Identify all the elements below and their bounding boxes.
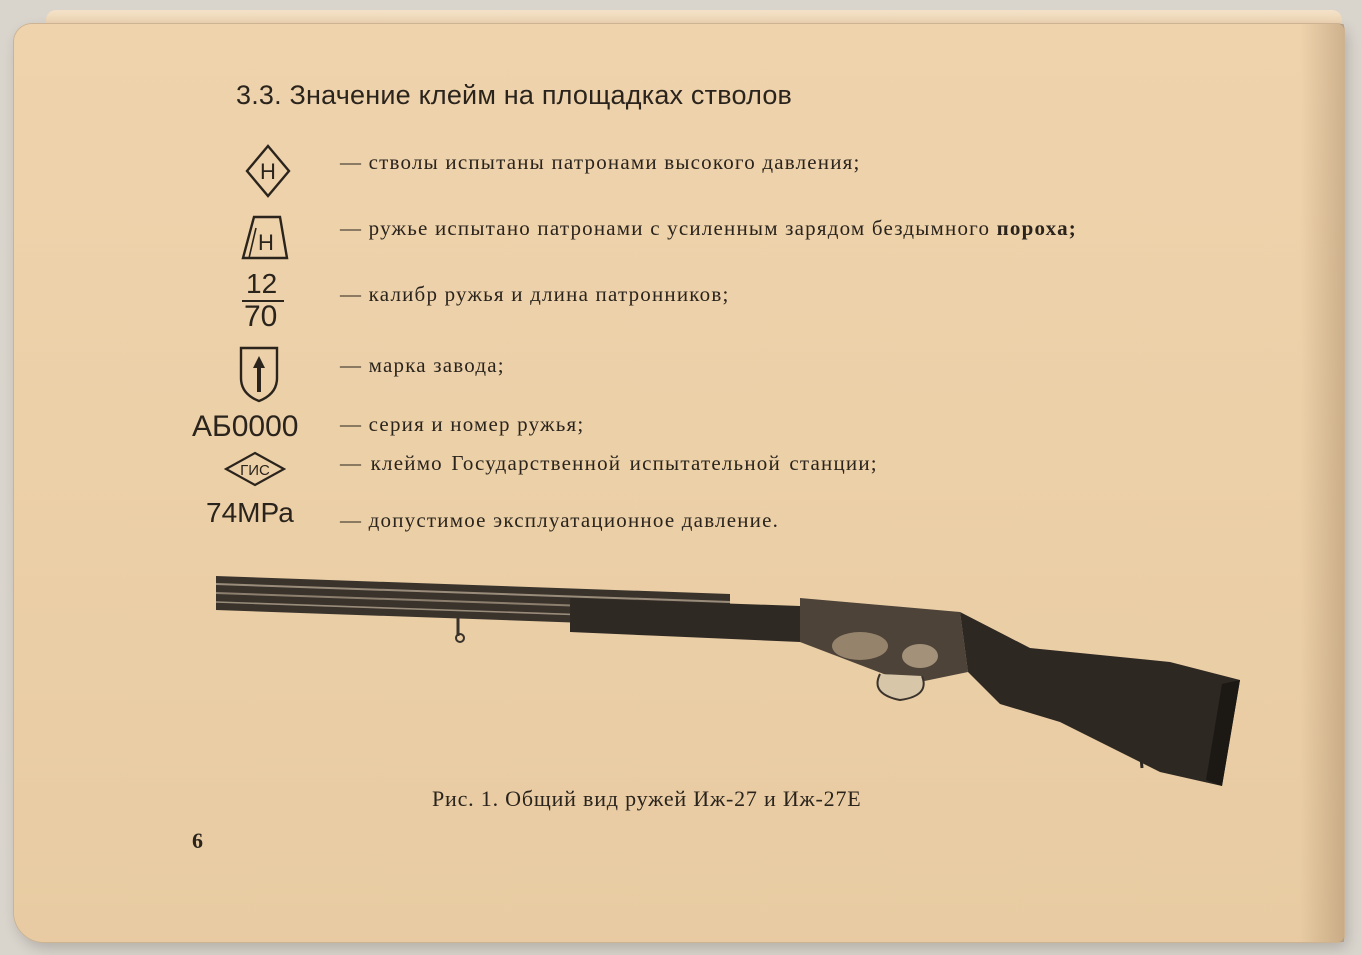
caliber-denominator: 70 (244, 300, 278, 333)
mark-2-description-bold: пороха; (996, 216, 1077, 240)
trapezoid-h-proof-mark-icon (240, 214, 290, 262)
mark-2-description-main: — ружье испытано патронами с усиленным зарядом бездымного (340, 216, 991, 240)
mark-6-description: — клеймо Государственной испытательной станции; (340, 451, 878, 475)
mark-7-description: — допустимое эксплуатационное давление. (340, 508, 780, 532)
caliber-fraction-mark (240, 268, 288, 332)
mark-5-description: — серия и номер ружья; (340, 412, 585, 436)
shotgun-illustration-icon (210, 566, 1250, 796)
serial-number-mark: АБ0000 (192, 410, 299, 443)
mark-6-symbol: ГИС (240, 462, 270, 479)
mark-1-symbol: Н (260, 159, 276, 184)
mark-2-symbol: Н (258, 230, 274, 255)
factory-shield-arrow-icon (236, 342, 282, 404)
diamond-h-proof-mark-icon (244, 143, 292, 199)
book-spine-shadow (1300, 24, 1344, 942)
mark-3-description: — калибр ружья и длина патронников; (340, 282, 730, 306)
figure-caption: Рис. 1. Общий вид ружей Иж-27 и Иж-27Е (432, 786, 862, 811)
state-testing-station-mark-icon (224, 451, 286, 487)
mark-2-description (340, 216, 1077, 241)
mark-1-description: — стволы испытаны патронами высокого давления; (340, 150, 861, 174)
caliber-numerator: 12 (246, 268, 278, 299)
section-heading: 3.3. Значение клейм на площадках стволов (236, 80, 793, 110)
page-number: 6 (192, 828, 203, 853)
mark-4-description: — марка завода; (340, 353, 505, 377)
pressure-mark: 74МРа (206, 497, 294, 528)
